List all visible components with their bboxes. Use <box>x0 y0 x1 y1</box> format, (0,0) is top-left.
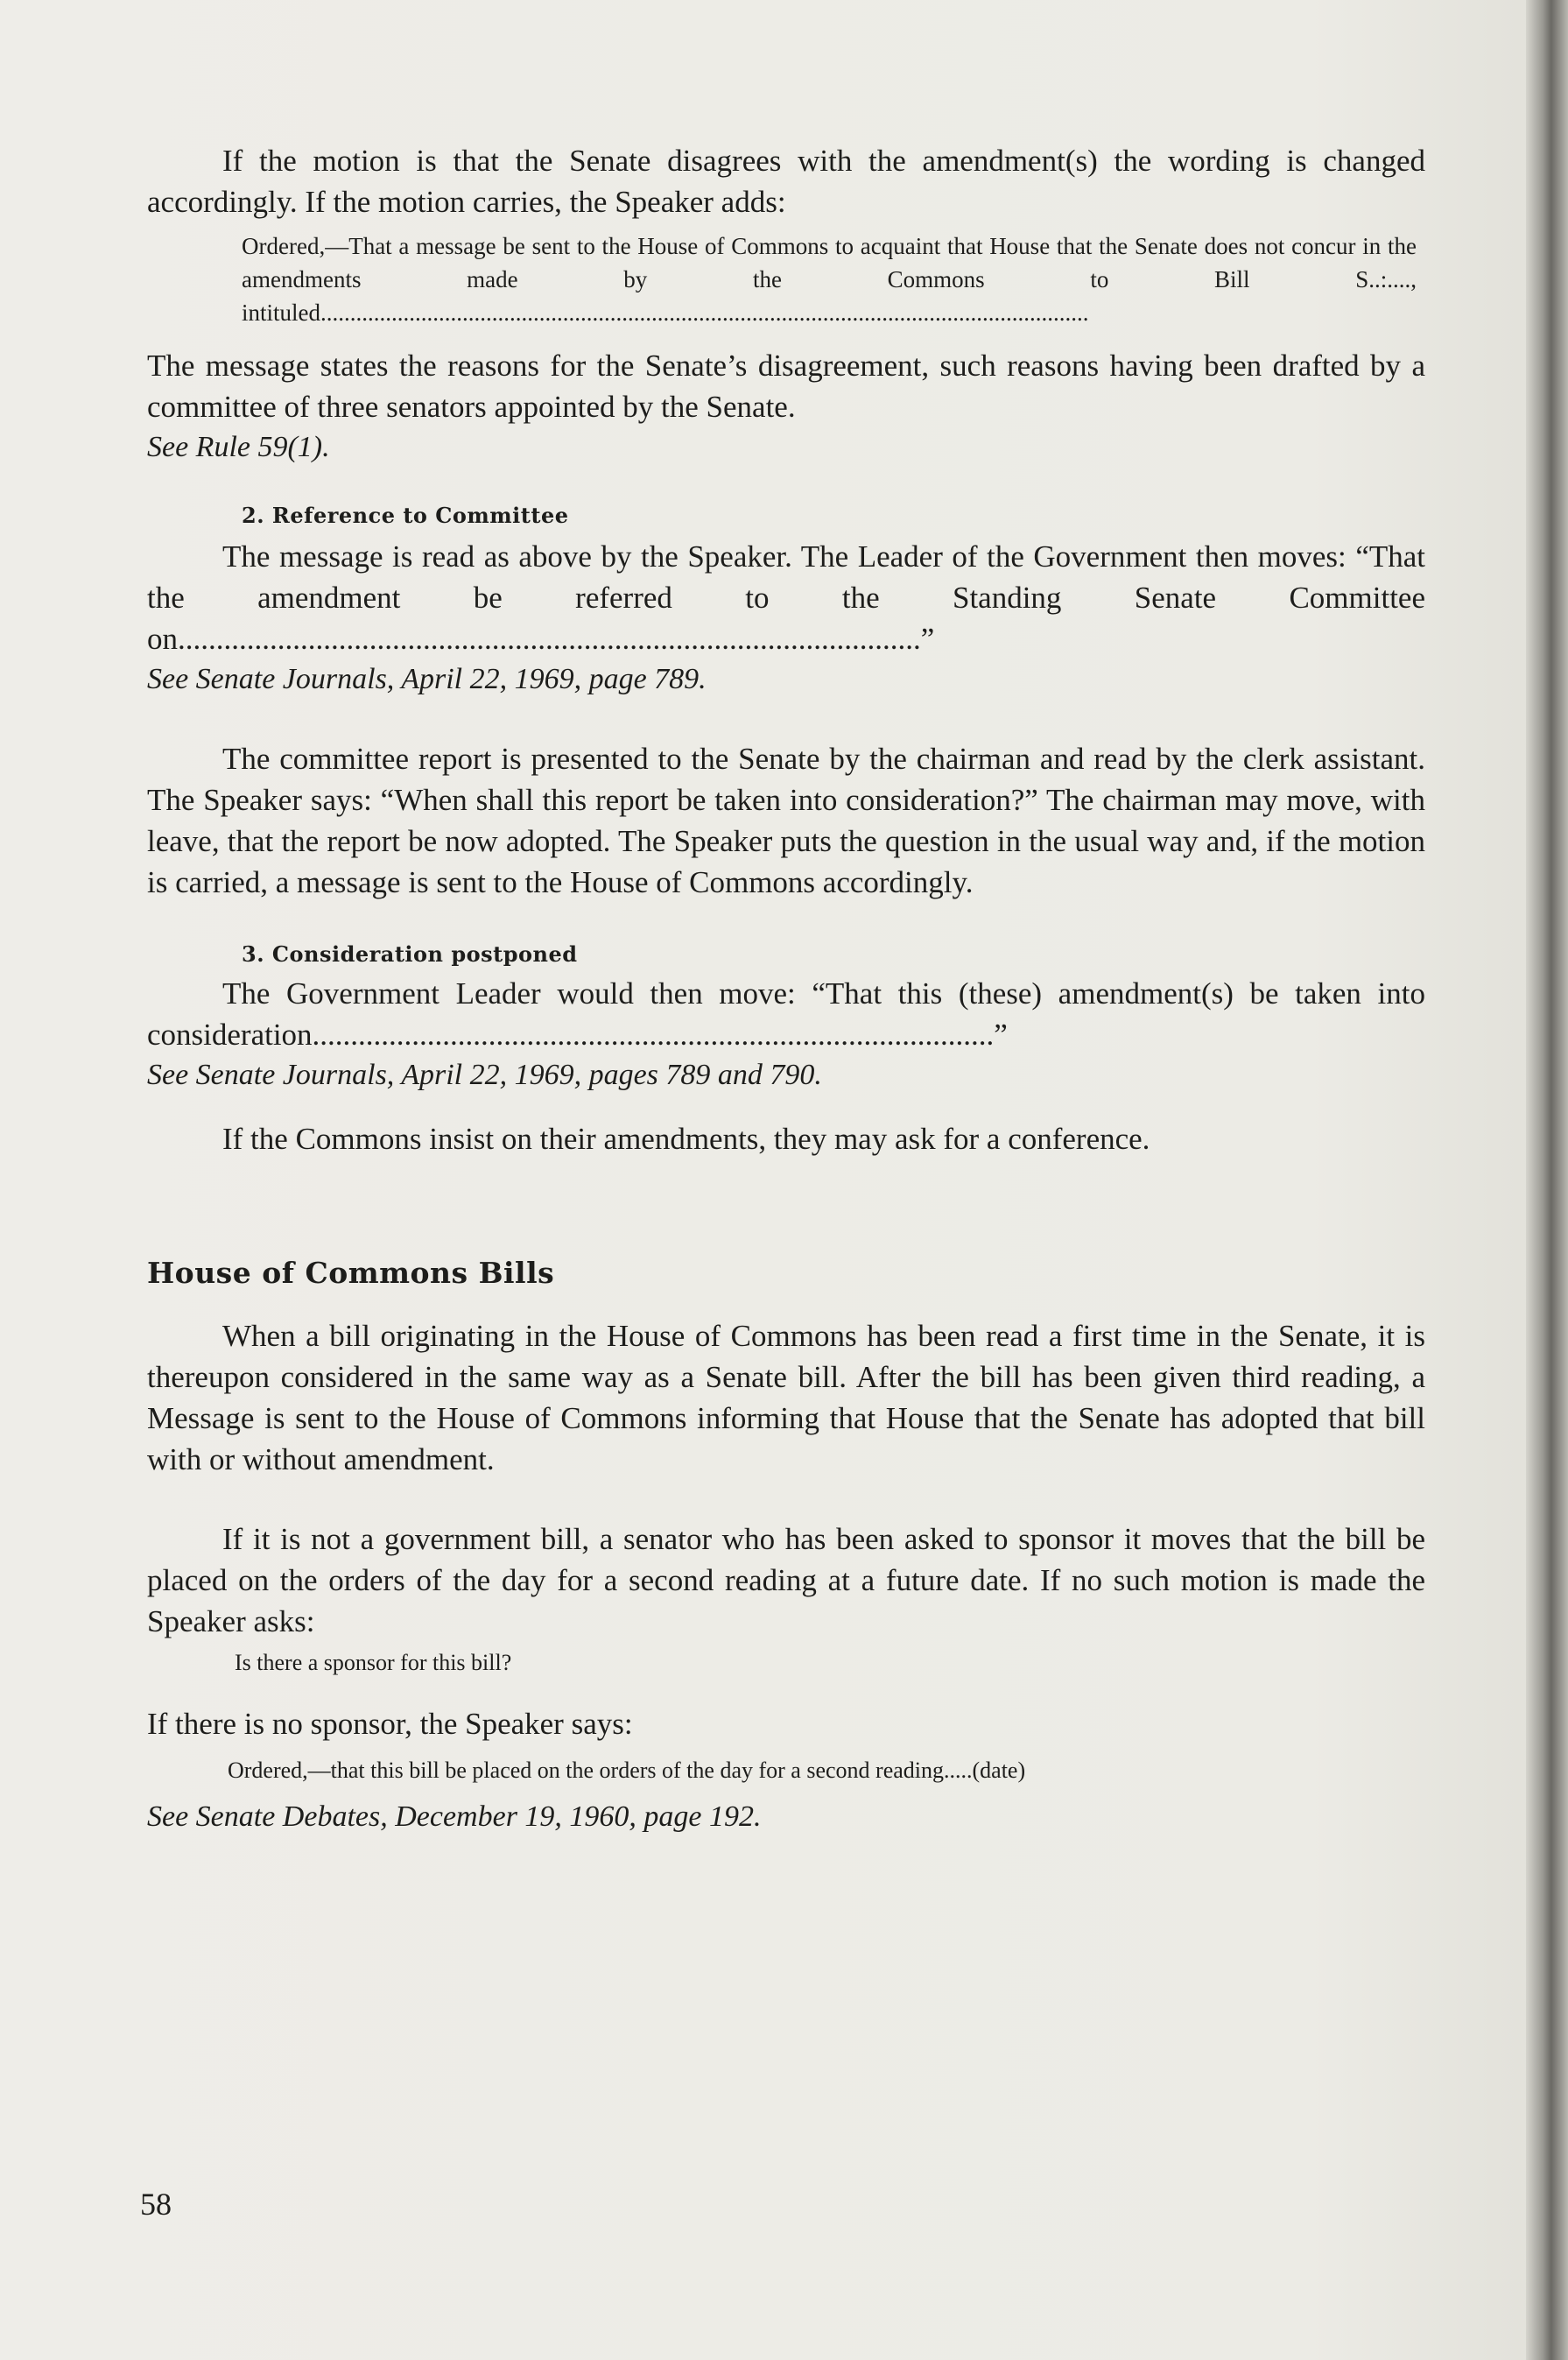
citation-debates-192: See Senate Debates, December 19, 1960, page 192. <box>147 1800 762 1833</box>
subheading-consideration-postponed: 3. Consideration postponed <box>242 941 578 967</box>
paragraph-no-sponsor: If there is no sponsor, the Speaker says: <box>147 1707 633 1741</box>
paragraph-bill-originating: When a bill originating in the House of Commons has been read a first time in the Senate, it is thereupon considered in the same way as a Senate bill. After the bill has been given third reading, a Message is sent to the House of Commons informing that House that the Senate has adopted that bill with or without amendment. <box>147 1319 1425 1476</box>
page-content <box>147 140 1425 1837</box>
subheading-reference-to-committee: 2. Reference to Committee <box>242 503 569 528</box>
paragraph-conference: If the Commons insist on their amendments, they may ask for a conference. <box>222 1122 1150 1156</box>
citation-rule-59: See Rule 59(1). <box>147 431 330 463</box>
quote-order-message: Ordered,—That a message be sent to the House of Commons to acquaint that House that the Senate does not concur in the amendments made by the Commons to Bill S..:...., intituled.................................................................................................................................. <box>242 233 1417 326</box>
quote-sponsor-question: Is there a sponsor for this bill? <box>235 1650 512 1675</box>
paragraph-message-reasons: The message states the reasons for the Senate’s disagreement, such reasons having been drafted by a committee of three senators appointed by the Senate. <box>147 349 1425 424</box>
paragraph-government-leader-move: The Government Leader would then move: “That this (these) amendment(s) be taken into consideration.........................................................................................” <box>147 976 1425 1052</box>
paragraph-referred-to-committee: The message is read as above by the Speaker. The Leader of the Government then moves: “That the amendment be referred to the Standing Senate Committee on.................................................................................................” <box>147 539 1425 656</box>
section-heading-house-of-commons-bills: House of Commons Bills <box>147 1256 555 1290</box>
citation-journals-789: See Senate Journals, April 22, 1969, page 789. <box>147 663 707 695</box>
book-binding-edge <box>1526 0 1568 2360</box>
paragraph-sponsor-motion: If it is not a government bill, a senator who has been asked to sponsor it moves that the bill be placed on the orders of the day for a second reading at a future date. If no such motion is made the Speaker asks: <box>147 1522 1425 1638</box>
paragraph-motion-disagree: If the motion is that the Senate disagrees with the amendment(s) the wording is changed accordingly. If the motion carries, the Speaker adds: <box>147 144 1425 219</box>
paragraph-committee-report: The committee report is presented to the Senate by the chairman and read by the clerk assistant. The Speaker says: “When shall this report be taken into consideration?” The chairman may move, with leave, that the report be now adopted. The Speaker puts the question in the usual way and, if the motion is carried, a message is sent to the House of Commons accordingly. <box>147 742 1425 899</box>
citation-journals-789-790: See Senate Journals, April 22, 1969, pages 789 and 790. <box>147 1059 822 1091</box>
quote-order-second-reading: Ordered,—that this bill be placed on the orders of the day for a second reading.....(date) <box>228 1758 1026 1783</box>
page-number: 58 <box>140 2187 172 2222</box>
